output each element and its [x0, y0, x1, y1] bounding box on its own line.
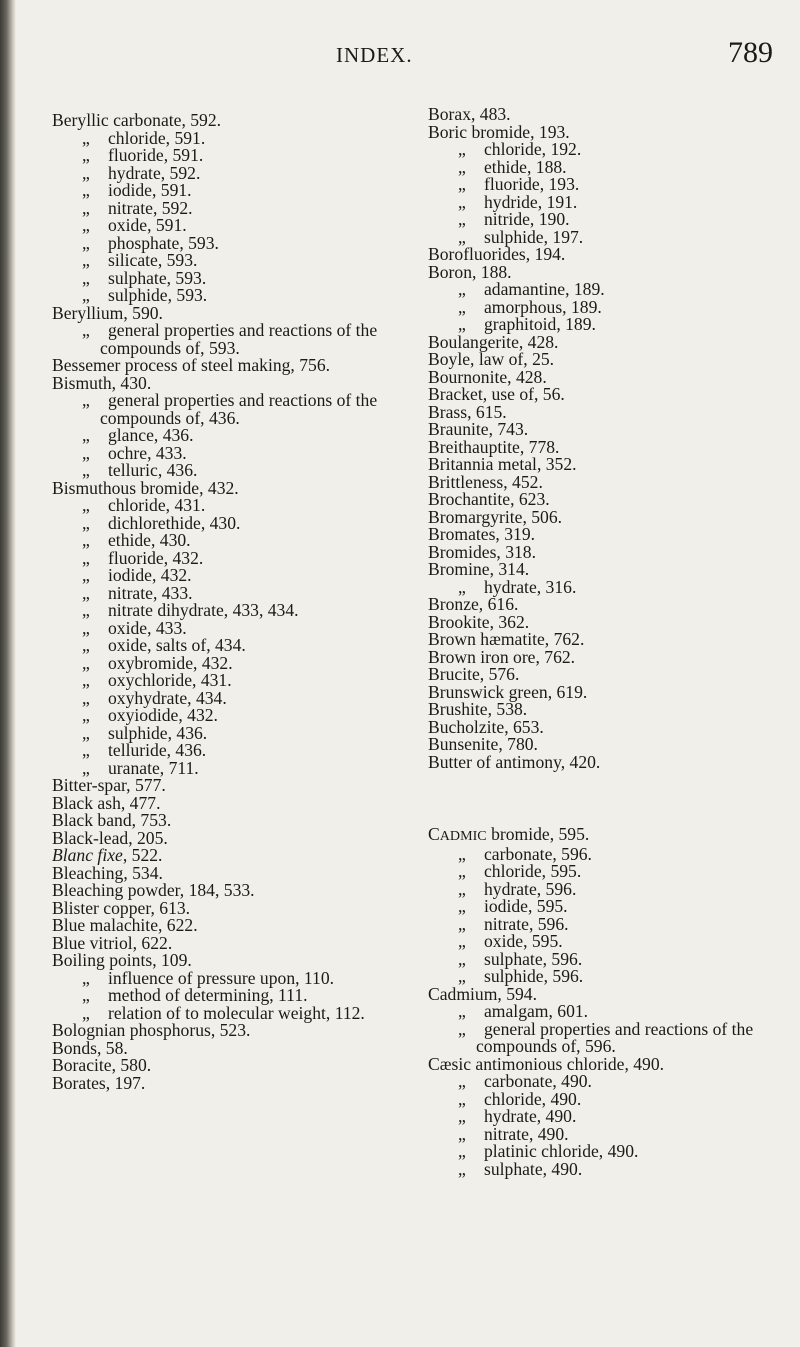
index-subentry	[52, 687, 392, 708]
ditto-mark: „	[82, 582, 90, 603]
index-subentry-text: relation of to molecular weight, 112.	[108, 1002, 365, 1023]
index-entry: Bronze, 616.	[428, 594, 519, 614]
index-entry: Borax, 483.	[428, 104, 511, 124]
index-subentry	[428, 281, 794, 299]
ditto-mark: „	[82, 985, 90, 1005]
ditto-mark: „	[458, 1158, 466, 1179]
index-entry: Blue vitriol, 622.	[52, 932, 173, 953]
ditto-mark: „	[82, 145, 90, 165]
ditto-mark: „	[82, 390, 90, 410]
ditto-mark: „	[458, 156, 466, 177]
ditto-mark: „	[458, 576, 466, 597]
index-entry: Bunsenite, 780.	[428, 734, 538, 754]
index-entry: Bismuth, 430.	[52, 372, 152, 393]
ditto-mark: „	[82, 635, 90, 655]
ditto-mark: „	[82, 757, 90, 778]
index-subentry-text: ochre, 433.	[108, 442, 187, 463]
index-subentry	[428, 1073, 794, 1091]
ditto-mark: „	[82, 267, 90, 288]
ditto-mark: „	[458, 139, 466, 159]
ditto-mark: „	[82, 460, 90, 480]
index-subentry-text: adamantine, 189.	[484, 279, 605, 299]
index-subentry-text: sulphide, 596.	[484, 966, 584, 986]
ditto-mark: „	[82, 1002, 90, 1023]
index-subentry-text: fluoride, 193.	[484, 174, 580, 194]
ditto-mark: „	[82, 722, 90, 743]
ditto-mark: „	[82, 512, 90, 533]
index-subentry-text: oxychloride, 431.	[108, 670, 232, 690]
ditto-mark: „	[82, 442, 90, 463]
index-subentry-text: hydrate, 592.	[108, 162, 201, 183]
index-subentry-text: sulphide, 593.	[108, 285, 208, 305]
ditto-mark: „	[458, 896, 466, 916]
index-entry: Braunite, 743.	[428, 419, 529, 439]
index-entry: Blister copper, 613.	[52, 897, 191, 918]
index-entry: Bournonite, 428.	[428, 366, 547, 387]
index-subentry-text: oxide, 433.	[108, 617, 187, 638]
index-subentry	[428, 913, 794, 934]
index-entry: Brookite, 362.	[428, 611, 530, 632]
index-subentry-text: graphitoid, 189.	[484, 314, 596, 334]
ditto-mark: „	[458, 966, 466, 986]
index-entry: Brass, 615.	[428, 401, 507, 422]
index-entry: Bromides, 318.	[428, 541, 537, 562]
index-subentry	[52, 287, 392, 305]
index-subentry	[428, 191, 794, 212]
index-subentry	[52, 602, 392, 620]
ditto-mark: „	[82, 617, 90, 638]
index-entry: Bessemer process of steel making, 756.	[52, 355, 331, 375]
index-subentry	[428, 1018, 794, 1056]
ditto-mark: „	[82, 250, 90, 270]
index-subentry-text: sulphide, 436.	[108, 722, 208, 743]
index-entry: Bitter-spar, 577.	[52, 775, 166, 795]
ditto-mark: „	[82, 495, 90, 515]
index-subentry-text: nitrate, 433.	[108, 582, 193, 603]
index-subentry-text: hydrate, 316.	[484, 576, 577, 597]
index-entry: Black ash, 477.	[52, 792, 161, 813]
ditto-mark: „	[82, 215, 90, 235]
index-subentry-text: sulphate, 490.	[484, 1158, 583, 1179]
index-entry: Boyle, law of, 25.	[428, 349, 555, 369]
ditto-mark: „	[458, 226, 466, 247]
index-subentry	[52, 182, 392, 200]
ditto-mark: „	[458, 1106, 466, 1126]
index-subentry-text: nitrate, 490.	[484, 1123, 569, 1144]
index-subentry	[52, 742, 392, 760]
index-entry: Brochantite, 623.	[428, 489, 550, 509]
page-number: 789	[728, 36, 773, 69]
index-subentry	[52, 267, 392, 288]
index-subentry-text: chloride, 490.	[484, 1088, 582, 1109]
index-entry: Beryllic carbonate, 592.	[52, 110, 222, 130]
index-subentry	[428, 933, 794, 951]
index-subentry	[428, 1088, 794, 1109]
index-subentry-text: hydride, 191.	[484, 191, 578, 212]
index-entry: Breithauptite, 778.	[428, 436, 560, 457]
ditto-mark: „	[458, 1123, 466, 1144]
index-entry: Brushite, 538.	[428, 699, 528, 719]
ditto-mark: „	[458, 1088, 466, 1109]
index-entry: Butter of antimony, 420.	[428, 751, 601, 772]
index-subentry-text: telluride, 436.	[108, 740, 207, 760]
index-entry: Black-lead, 205.	[52, 827, 168, 848]
index-subentry-text: nitrate dihydrate, 433, 434.	[108, 600, 299, 620]
ditto-mark: „	[82, 687, 90, 708]
index-entry: Bleaching powder, 184, 533.	[52, 880, 255, 900]
index-entry-smallcaps: ADMIC	[439, 828, 487, 844]
index-subentry	[52, 532, 392, 550]
index-entry: Cæsic antimonious chloride, 490.	[428, 1053, 665, 1074]
index-entry: Bracket, use of, 56.	[428, 384, 565, 404]
ditto-mark: „	[82, 600, 90, 620]
index-subentry-text: carbonate, 596.	[484, 843, 592, 864]
index-subentry	[52, 127, 392, 148]
ditto-mark: „	[458, 913, 466, 934]
index-entry: Bolognian phosphorus, 523.	[52, 1020, 251, 1040]
index-subentry-text: uranate, 711.	[108, 757, 199, 778]
index-subentry	[52, 707, 392, 725]
index-entry: Brunswick green, 619.	[428, 681, 588, 702]
ditto-mark: „	[458, 1141, 466, 1161]
index-entry: Bonds, 58.	[52, 1037, 128, 1058]
index-subentry	[428, 948, 794, 969]
index-subentry-text: hydrate, 596.	[484, 878, 577, 899]
index-subentry	[428, 968, 794, 986]
index-subentry-text: oxide, salts of, 434.	[108, 635, 246, 655]
index-subentry	[52, 512, 392, 533]
index-subentry-text: nitride, 190.	[484, 209, 570, 229]
index-subentry-text: general properties and reactions of the compounds of, 436.	[100, 390, 378, 428]
book-spine-shadow	[0, 0, 16, 1347]
index-subentry-text: oxyiodide, 432.	[108, 705, 218, 725]
ditto-mark: „	[82, 425, 90, 445]
ditto-mark: „	[82, 967, 90, 988]
index-entry: Boracite, 580.	[52, 1055, 152, 1075]
index-subentry	[428, 1108, 794, 1126]
index-subentry-text: fluoride, 591.	[108, 145, 204, 165]
ditto-mark: „	[458, 209, 466, 229]
index-entry: Brittleness, 452.	[428, 471, 543, 492]
index-subentry	[52, 322, 392, 357]
index-subentry-text: nitrate, 596.	[484, 913, 569, 934]
index-subentry-text: carbonate, 490.	[484, 1071, 592, 1091]
page-header-title: INDEX.	[336, 43, 413, 67]
section-gap	[428, 771, 794, 826]
index-subentry-text: general properties and reactions of the compounds of, 593.	[100, 320, 378, 358]
ditto-mark: „	[458, 861, 466, 881]
index-subentry	[428, 1143, 794, 1161]
index-entry: Blue malachite, 622.	[52, 915, 198, 935]
index-subentry-text: influence of pressure upon, 110.	[108, 967, 335, 988]
index-subentry-text: glance, 436.	[108, 425, 194, 445]
index-subentry-text: amorphous, 189.	[484, 296, 602, 317]
index-entry: Bromates, 319.	[428, 524, 536, 544]
index-entry-initial: C	[428, 824, 440, 844]
index-subentry	[428, 156, 794, 177]
index-subentry-text: method of determining, 111.	[108, 985, 308, 1005]
ditto-mark: „	[82, 232, 90, 253]
index-subentry-text: ethide, 430.	[108, 530, 191, 550]
index-entry: Britannia metal, 352.	[428, 454, 577, 474]
ditto-mark: „	[458, 174, 466, 194]
index-subentry	[428, 296, 794, 317]
index-subentry-text: chloride, 595.	[484, 861, 582, 881]
ditto-mark: „	[458, 191, 466, 212]
index-subentry	[52, 217, 392, 235]
ditto-mark: „	[458, 878, 466, 899]
index-entry: Brucite, 576.	[428, 664, 520, 684]
index-subentry-text: chloride, 431.	[108, 495, 206, 515]
index-entry: Black band, 753.	[52, 810, 172, 830]
index-subentry	[52, 567, 392, 585]
index-subentry-text: hydrate, 490.	[484, 1106, 577, 1126]
index-subentry	[52, 392, 392, 427]
index-subentry-text: ethide, 188.	[484, 156, 567, 177]
index-entry: Bromargyrite, 506.	[428, 506, 563, 527]
index-subentry-text: oxide, 591.	[108, 215, 187, 235]
index-subentry-text: fluoride, 432.	[108, 547, 204, 568]
index-subentry	[52, 232, 392, 253]
index-entry: Boulangerite, 428.	[428, 331, 559, 352]
ditto-mark: „	[458, 948, 466, 969]
index-subentry	[428, 898, 794, 916]
index-entry: Beryllium, 590.	[52, 302, 163, 323]
ditto-mark: „	[458, 843, 466, 864]
ditto-mark: „	[458, 1001, 466, 1021]
index-entry: Boron, 188.	[428, 261, 512, 282]
index-subentry-text: chloride, 192.	[484, 139, 582, 159]
index-subentry	[428, 843, 794, 864]
index-subentry	[52, 427, 392, 445]
index-entry: Brown hæmatite, 762.	[428, 629, 585, 649]
index-subentry-text: oxybromide, 432.	[108, 652, 233, 673]
index-subentry	[52, 442, 392, 463]
index-column-left	[52, 112, 392, 1092]
index-subentry-text: nitrate, 592.	[108, 197, 193, 218]
index-subentry-text: telluric, 436.	[108, 460, 198, 480]
index-subentry	[428, 176, 794, 194]
index-entry: Cadmium, 594.	[428, 983, 537, 1004]
index-entry: Bleaching, 534.	[52, 862, 163, 883]
index-subentry-text: iodide, 595.	[484, 896, 568, 916]
index-entry: Bismuthous bromide, 432.	[52, 477, 239, 498]
ditto-mark: „	[458, 931, 466, 951]
index-entry: Brown iron ore, 762.	[428, 646, 576, 667]
index-entry-italic-term: Blanc fixe	[52, 845, 123, 865]
index-subentry	[52, 722, 392, 743]
index-subentry-text: amalgam, 601.	[484, 1001, 589, 1021]
index-entry-text: , 522.	[122, 845, 163, 865]
index-subentry-text: sulphide, 197.	[484, 226, 584, 247]
index-column-right	[428, 106, 794, 1178]
ditto-mark: „	[458, 296, 466, 317]
ditto-mark: „	[82, 162, 90, 183]
index-entry: Borates, 197.	[52, 1072, 146, 1093]
index-entry: Bromine, 314.	[428, 559, 530, 579]
ditto-mark: „	[458, 314, 466, 334]
index-subentry-text: oxide, 595.	[484, 931, 563, 951]
ditto-mark: „	[82, 565, 90, 585]
index-subentry	[428, 863, 794, 881]
index-subentry-text: iodide, 591.	[108, 180, 192, 200]
index-subentry	[52, 252, 392, 270]
ditto-mark: „	[82, 320, 90, 340]
ditto-mark: „	[82, 530, 90, 550]
index-subentry-text: phosphate, 593.	[108, 232, 219, 253]
index-subentry-text: platinic chloride, 490.	[484, 1141, 639, 1161]
index-subentry-text: sulphate, 593.	[108, 267, 207, 288]
ditto-mark: „	[82, 127, 90, 148]
ditto-mark: „	[82, 740, 90, 760]
index-entry	[428, 826, 794, 846]
index-subentry-text: general properties and reactions of the compounds of, 596.	[476, 1018, 754, 1056]
ditto-mark: „	[82, 285, 90, 305]
index-subentry	[52, 462, 392, 480]
index-entry: Bucholzite, 653.	[428, 716, 544, 737]
index-subentry-text: chloride, 591.	[108, 127, 206, 148]
ditto-mark: „	[458, 1071, 466, 1091]
index-subentry	[428, 878, 794, 899]
index-entry: Boiling points, 109.	[52, 950, 192, 970]
index-subentry-text: iodide, 432.	[108, 565, 192, 585]
index-subentry-text: sulphate, 596.	[484, 948, 583, 969]
index-subentry	[52, 147, 392, 165]
index-subentry	[428, 1158, 794, 1179]
index-entry: Borofluorides, 194.	[428, 244, 566, 264]
index-subentry	[428, 316, 794, 334]
index-entry: Boric bromide, 193.	[428, 121, 570, 142]
ditto-mark: „	[82, 180, 90, 200]
index-subentry-text: silicate, 593.	[108, 250, 198, 270]
ditto-mark: „	[458, 279, 466, 299]
ditto-mark: „	[82, 652, 90, 673]
ditto-mark: „	[458, 1018, 466, 1039]
index-entry-text: bromide, 595.	[486, 824, 590, 844]
index-subentry	[428, 141, 794, 159]
index-subentry	[52, 162, 392, 183]
ditto-mark: „	[82, 547, 90, 568]
index-subentry-text: dichlorethide, 430.	[108, 512, 241, 533]
ditto-mark: „	[82, 197, 90, 218]
index-subentry	[52, 547, 392, 568]
index-entry	[52, 847, 392, 865]
ditto-mark: „	[82, 705, 90, 725]
ditto-mark: „	[82, 670, 90, 690]
index-subentry	[428, 211, 794, 229]
index-subentry-text: oxyhydrate, 434.	[108, 687, 227, 708]
index-subentry	[52, 197, 392, 218]
